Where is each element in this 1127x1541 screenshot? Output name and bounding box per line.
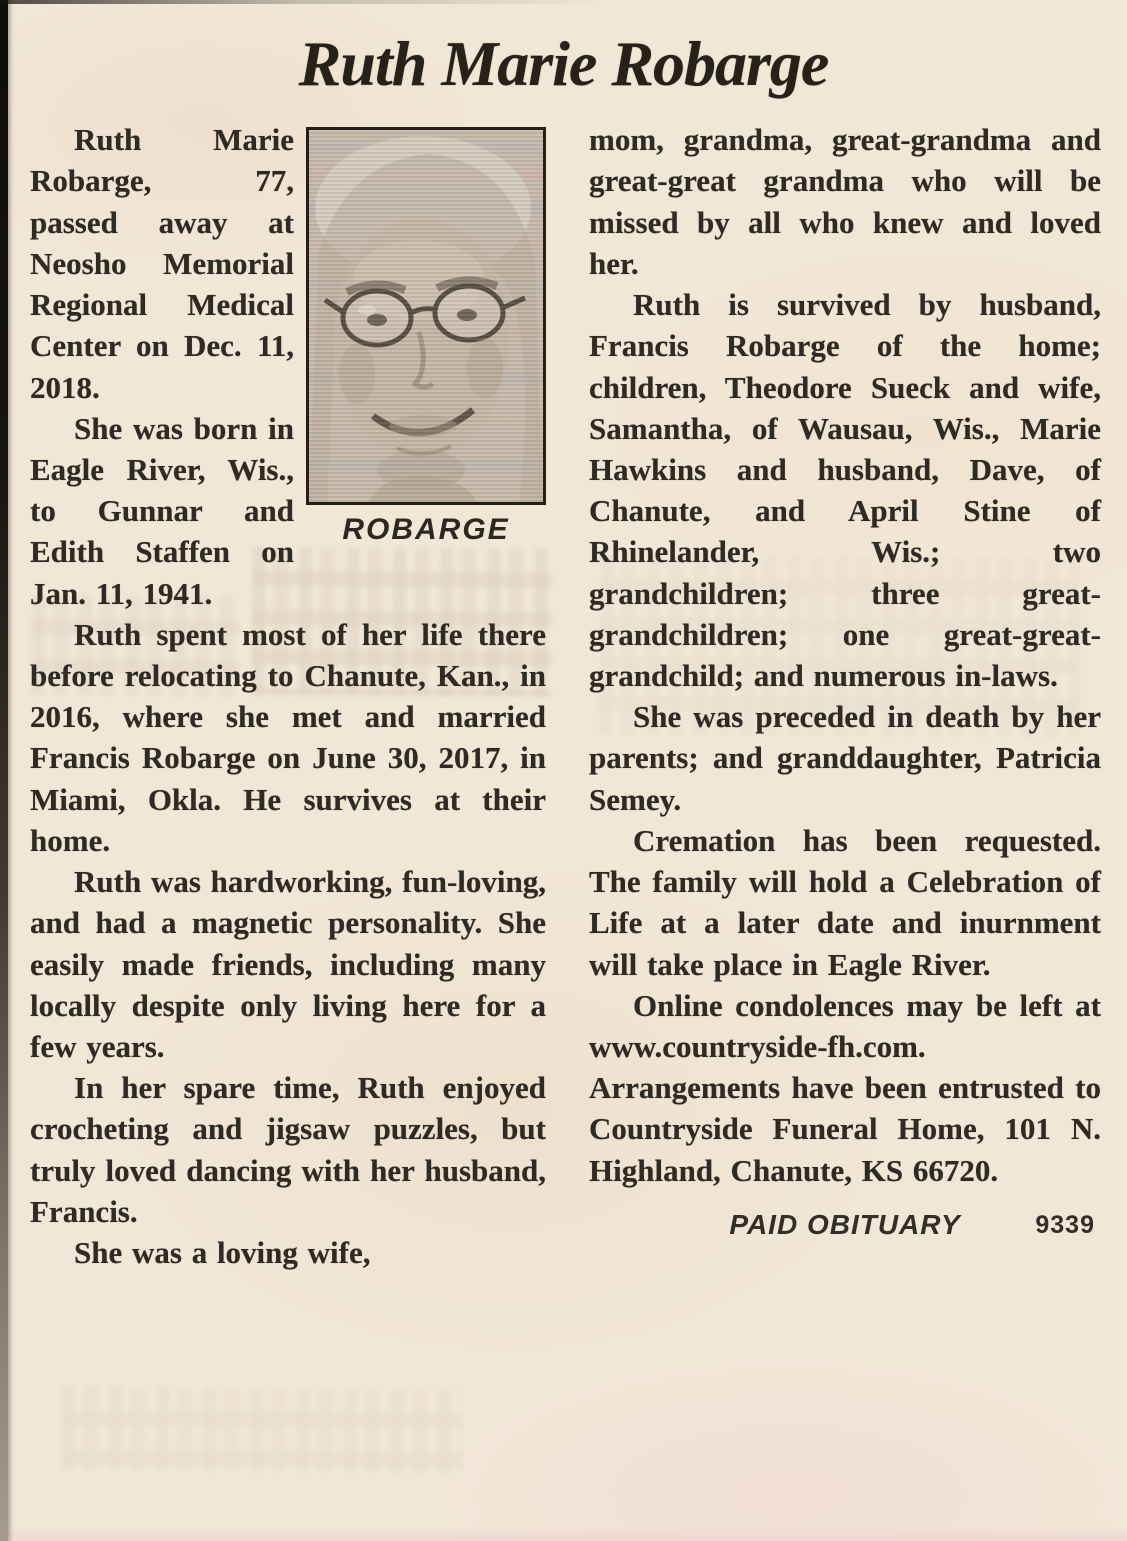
obituary-paragraph: Ruth Marie Robarge, 77, passed away at Neosho Memorial Regional Medical Center on Dec. 11, 2018. <box>30 122 294 405</box>
portrait-photo <box>306 127 546 505</box>
scan-edge-tint-bottom <box>0 1525 1127 1541</box>
bleedthrough-smudge <box>62 1387 463 1474</box>
obituary-paragraph: She was born in Eagle River, Wis., to Gunnar and Edith Staffen on Jan. 11, 1941. <box>30 410 294 611</box>
page-title: Ruth Marie Robarge <box>298 28 829 99</box>
footer <box>589 1209 1101 1249</box>
obituary-paragraph: Online condolences may be left at www.countryside-fh.com. Arrangements have been entrusted to Countryside Funeral Home, 101 N. Highland, Chanute, KS 66720. <box>589 987 1101 1188</box>
obituary-paragraph: She was a loving wife, <box>74 1235 371 1271</box>
obituary-paragraph: mom, grandma, great-grandma and great-great grandma who will be missed by all who knew and loved her. <box>589 122 1101 281</box>
article-body <box>0 113 1127 1273</box>
obituary-number: 9339 <box>1035 1210 1095 1239</box>
obituary-paragraph: She was preceded in death by her parents; and granddaughter, Patricia Semey. <box>589 699 1101 817</box>
paid-obituary-label: PAID OBITUARY <box>729 1208 961 1240</box>
photo-caption: ROBARGE <box>342 513 510 547</box>
obituary-paragraph: In her spare time, Ruth enjoyed crocheting and jigsaw puzzles, but truly loved dancing with her husband, Francis. <box>30 1070 546 1229</box>
obituary-paragraph: Cremation has been requested. The family will hold a Celebration of Life at a later date and inurnment will take place in Eagle River. <box>589 822 1101 982</box>
right-column <box>589 119 1101 1273</box>
portrait-figure <box>306 127 546 547</box>
portrait-photo-art <box>309 130 543 502</box>
left-column <box>30 119 546 1273</box>
scan-edge-shadow-top <box>0 0 676 4</box>
obituary-paragraph: Ruth spent most of her life there before relocating to Chanute, Kan., in 2016, where she met and married Francis Robarge on June 30, 2017, in Miami, Okla. He survives at their home. <box>30 616 546 858</box>
obituary-paragraph: Ruth is survived by husband, Francis Robarge of the home; children, Theodore Sueck and wife, Samantha, of Wausau, Wis., Marie Hawkins and husband, Dave, of Chanute, and April Stine of Rhinelander, Wis.; two grandchildren; three great-grandchildren; one great-great-grandchild; and numerous in-laws. <box>589 287 1101 694</box>
obituary-paragraph: Ruth was hardworking, fun-loving, and had a magnetic personality. She easily made friends, including many locally despite only living here for a few years. <box>30 864 546 1064</box>
scan-edge-shadow <box>0 0 8 1541</box>
